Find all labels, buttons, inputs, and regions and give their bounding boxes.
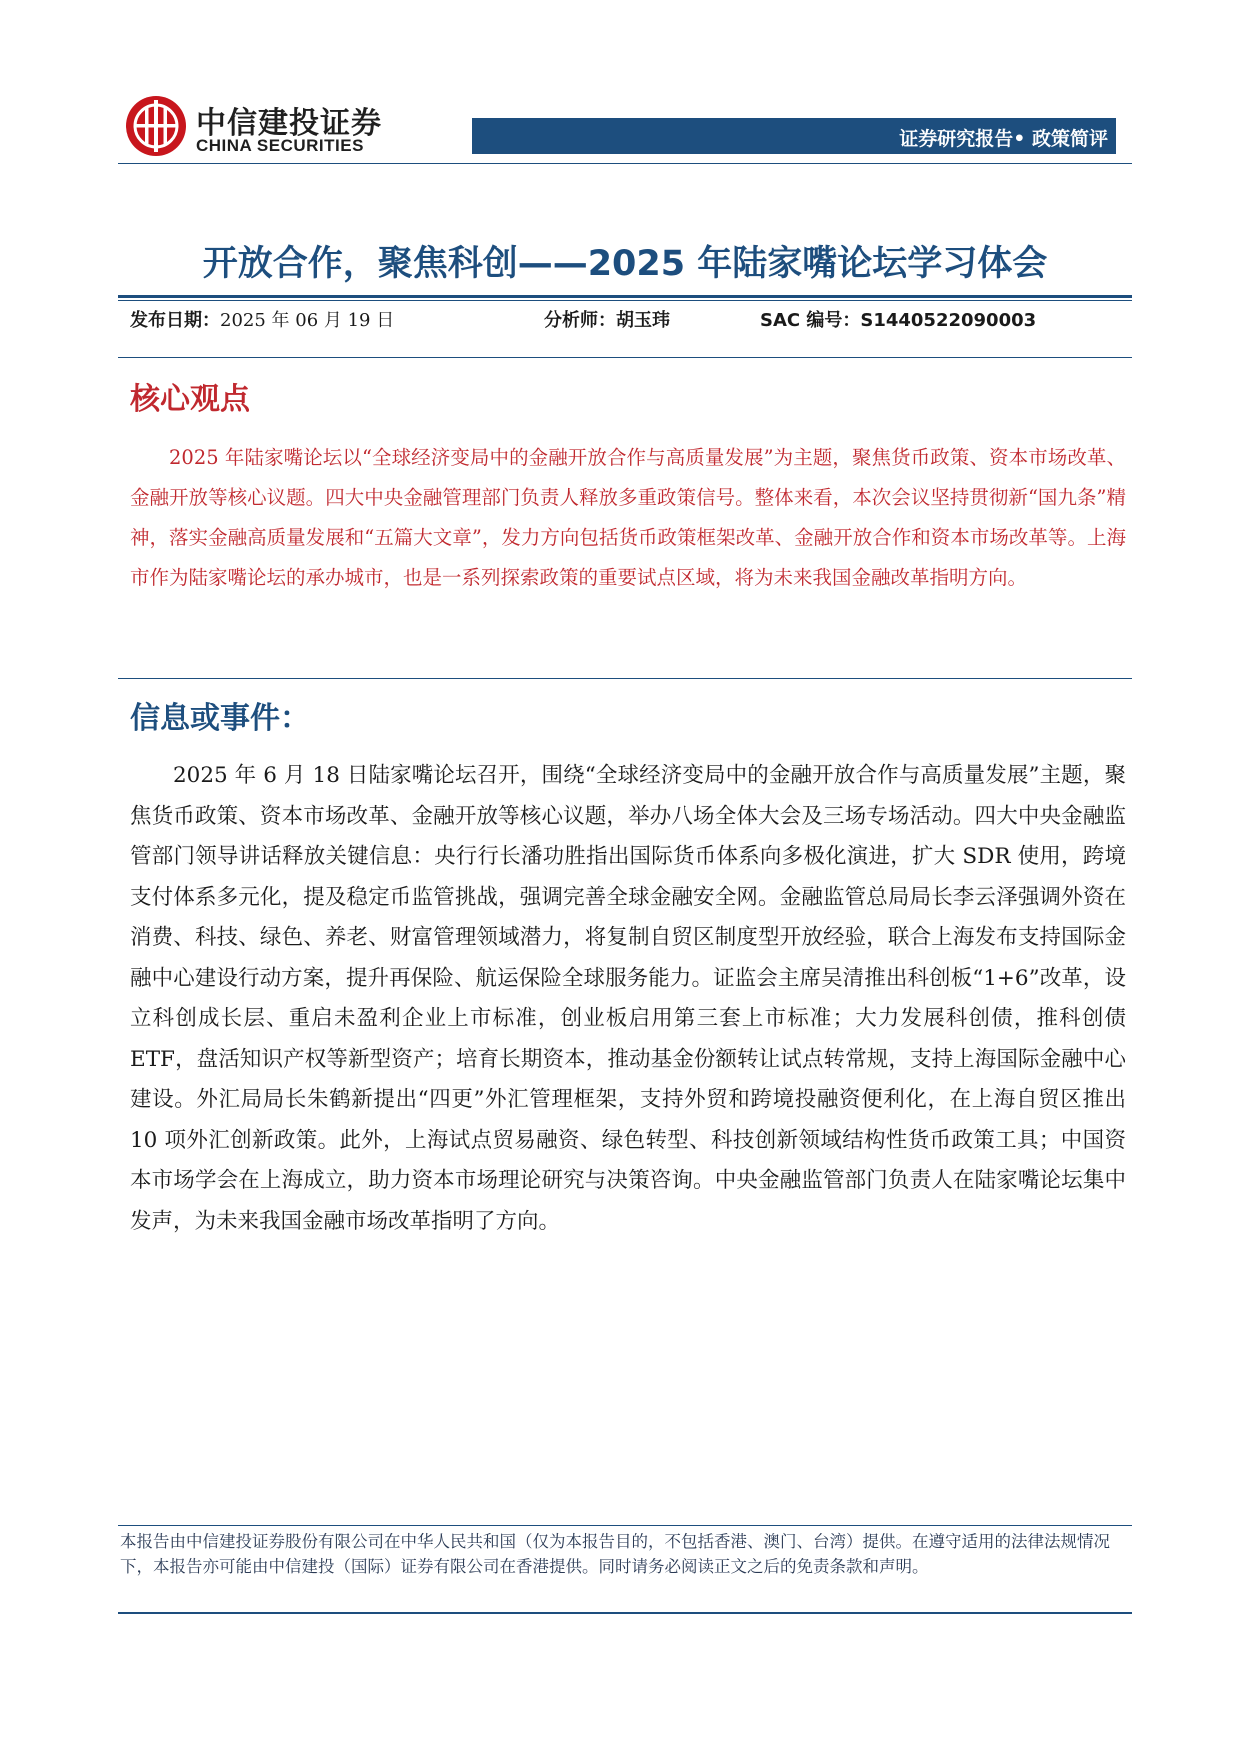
- logo-chinese-text: 中信建投证券: [196, 106, 382, 141]
- header-divider: [118, 163, 1132, 164]
- title-divider-thin: [118, 300, 1132, 301]
- logo-english-text: CHINA SECURITIES: [196, 136, 364, 155]
- china-securities-logo-icon: [124, 94, 188, 158]
- publish-date-label: 发布日期：: [130, 310, 220, 331]
- section-divider: [118, 678, 1132, 679]
- core-viewpoint-heading: 核心观点: [130, 382, 250, 417]
- disclaimer-footnote: 本报告由中信建投证券股份有限公司在中华人民共和国（仅为本报告目的，不包括香港、澳门、台湾）提供。在遵守适用的法律法规情况下，本报告亦可能由中信建投（国际）证券有限公司在香港提供。同时请务必阅读正文之后的免责条款和声明。: [120, 1532, 1110, 1576]
- event-paragraph: 2025 年 6 月 18 日陆家嘴论坛召开，围绕“全球经济变局中的金融开放合作与高质量发展”主题，聚焦货币政策、资本市场改革、金融开放等核心议题，举办八场全体大会及三场专场活动。四大中央金融监管部门领导讲话释放关键信息：央行行长潘功胜指出国际货币体系向多极化演进，扩大 SDR 使用，跨境支付体系多元化，提及稳定币监管挑战，强调完善全球金融安全网。金融监管总局局长李云泽强调外资在消费、科技、绿色、养老、财富管理领域潜力，将复制自贸区制度型开放经验，联合上海发布支持国际金融中心建设行动方案，提升再保险、航运保险全球服务能力。证监会主席吴清推出科创板“1+6”改革，设立科创成长层、重启未盈利企业上市标准，创业板启用第三套上市标准；大力发展科创债，推科创债 ETF，盘活知识产权等新型资产；培育长期资本，推动基金份额转让试点转常规，支持上海国际金融中心建设。外汇局局长朱鹤新提出“四更”外汇管理框架，支持外贸和跨境投融资便利化，在上海自贸区推出 10 项外汇创新政策。此外，上海试点贸易融资、绿色转型、科技创新领域结构性货币政策工具；中国资本市场学会在上海成立，助力资本市场理论研究与决策咨询。中央金融监管部门负责人在陆家嘴论坛集中发声，为未来我国金融市场改革指明了方向。: [130, 763, 1126, 1234]
- meta-divider: [118, 357, 1132, 358]
- footer-divider-bottom: [118, 1612, 1132, 1614]
- title-divider-thick: [118, 295, 1132, 298]
- sac-value: S1440522090003: [860, 310, 1037, 331]
- sac-label: SAC 编号：: [760, 310, 861, 331]
- report-title: 开放合作，聚焦科创——2025 年陆家嘴论坛学习体会: [202, 244, 1048, 284]
- analyst-name: 胡玉玮: [616, 310, 670, 331]
- analyst-label: 分析师：: [544, 310, 616, 331]
- event-heading: 信息或事件：: [130, 701, 310, 736]
- report-type-banner: [472, 118, 1116, 154]
- publish-date: [130, 306, 394, 332]
- publish-date-value: 2025 年 06 月 19 日: [220, 310, 395, 331]
- footer-divider-top: [118, 1525, 1132, 1526]
- sac-number: [760, 306, 1036, 332]
- core-viewpoint-paragraph: 2025 年陆家嘴论坛以“全球经济变局中的金融开放合作与高质量发展”为主题，聚焦货币政策、资本市场改革、金融开放等核心议题。四大中央金融管理部门负责人释放多重政策信号。整体来看，本次会议坚持贯彻新“国九条”精神，落实金融高质量发展和“五篇大文章”，发力方向包括货币政策框架改革、金融开放合作和资本市场改革等。上海市作为陆家嘴论坛的承办城市，也是一系列探索政策的重要试点区域，将为未来我国金融改革指明方向。: [130, 446, 1126, 589]
- analyst: [544, 306, 670, 332]
- report-type-label: 证券研究报告• 政策简评: [899, 128, 1108, 150]
